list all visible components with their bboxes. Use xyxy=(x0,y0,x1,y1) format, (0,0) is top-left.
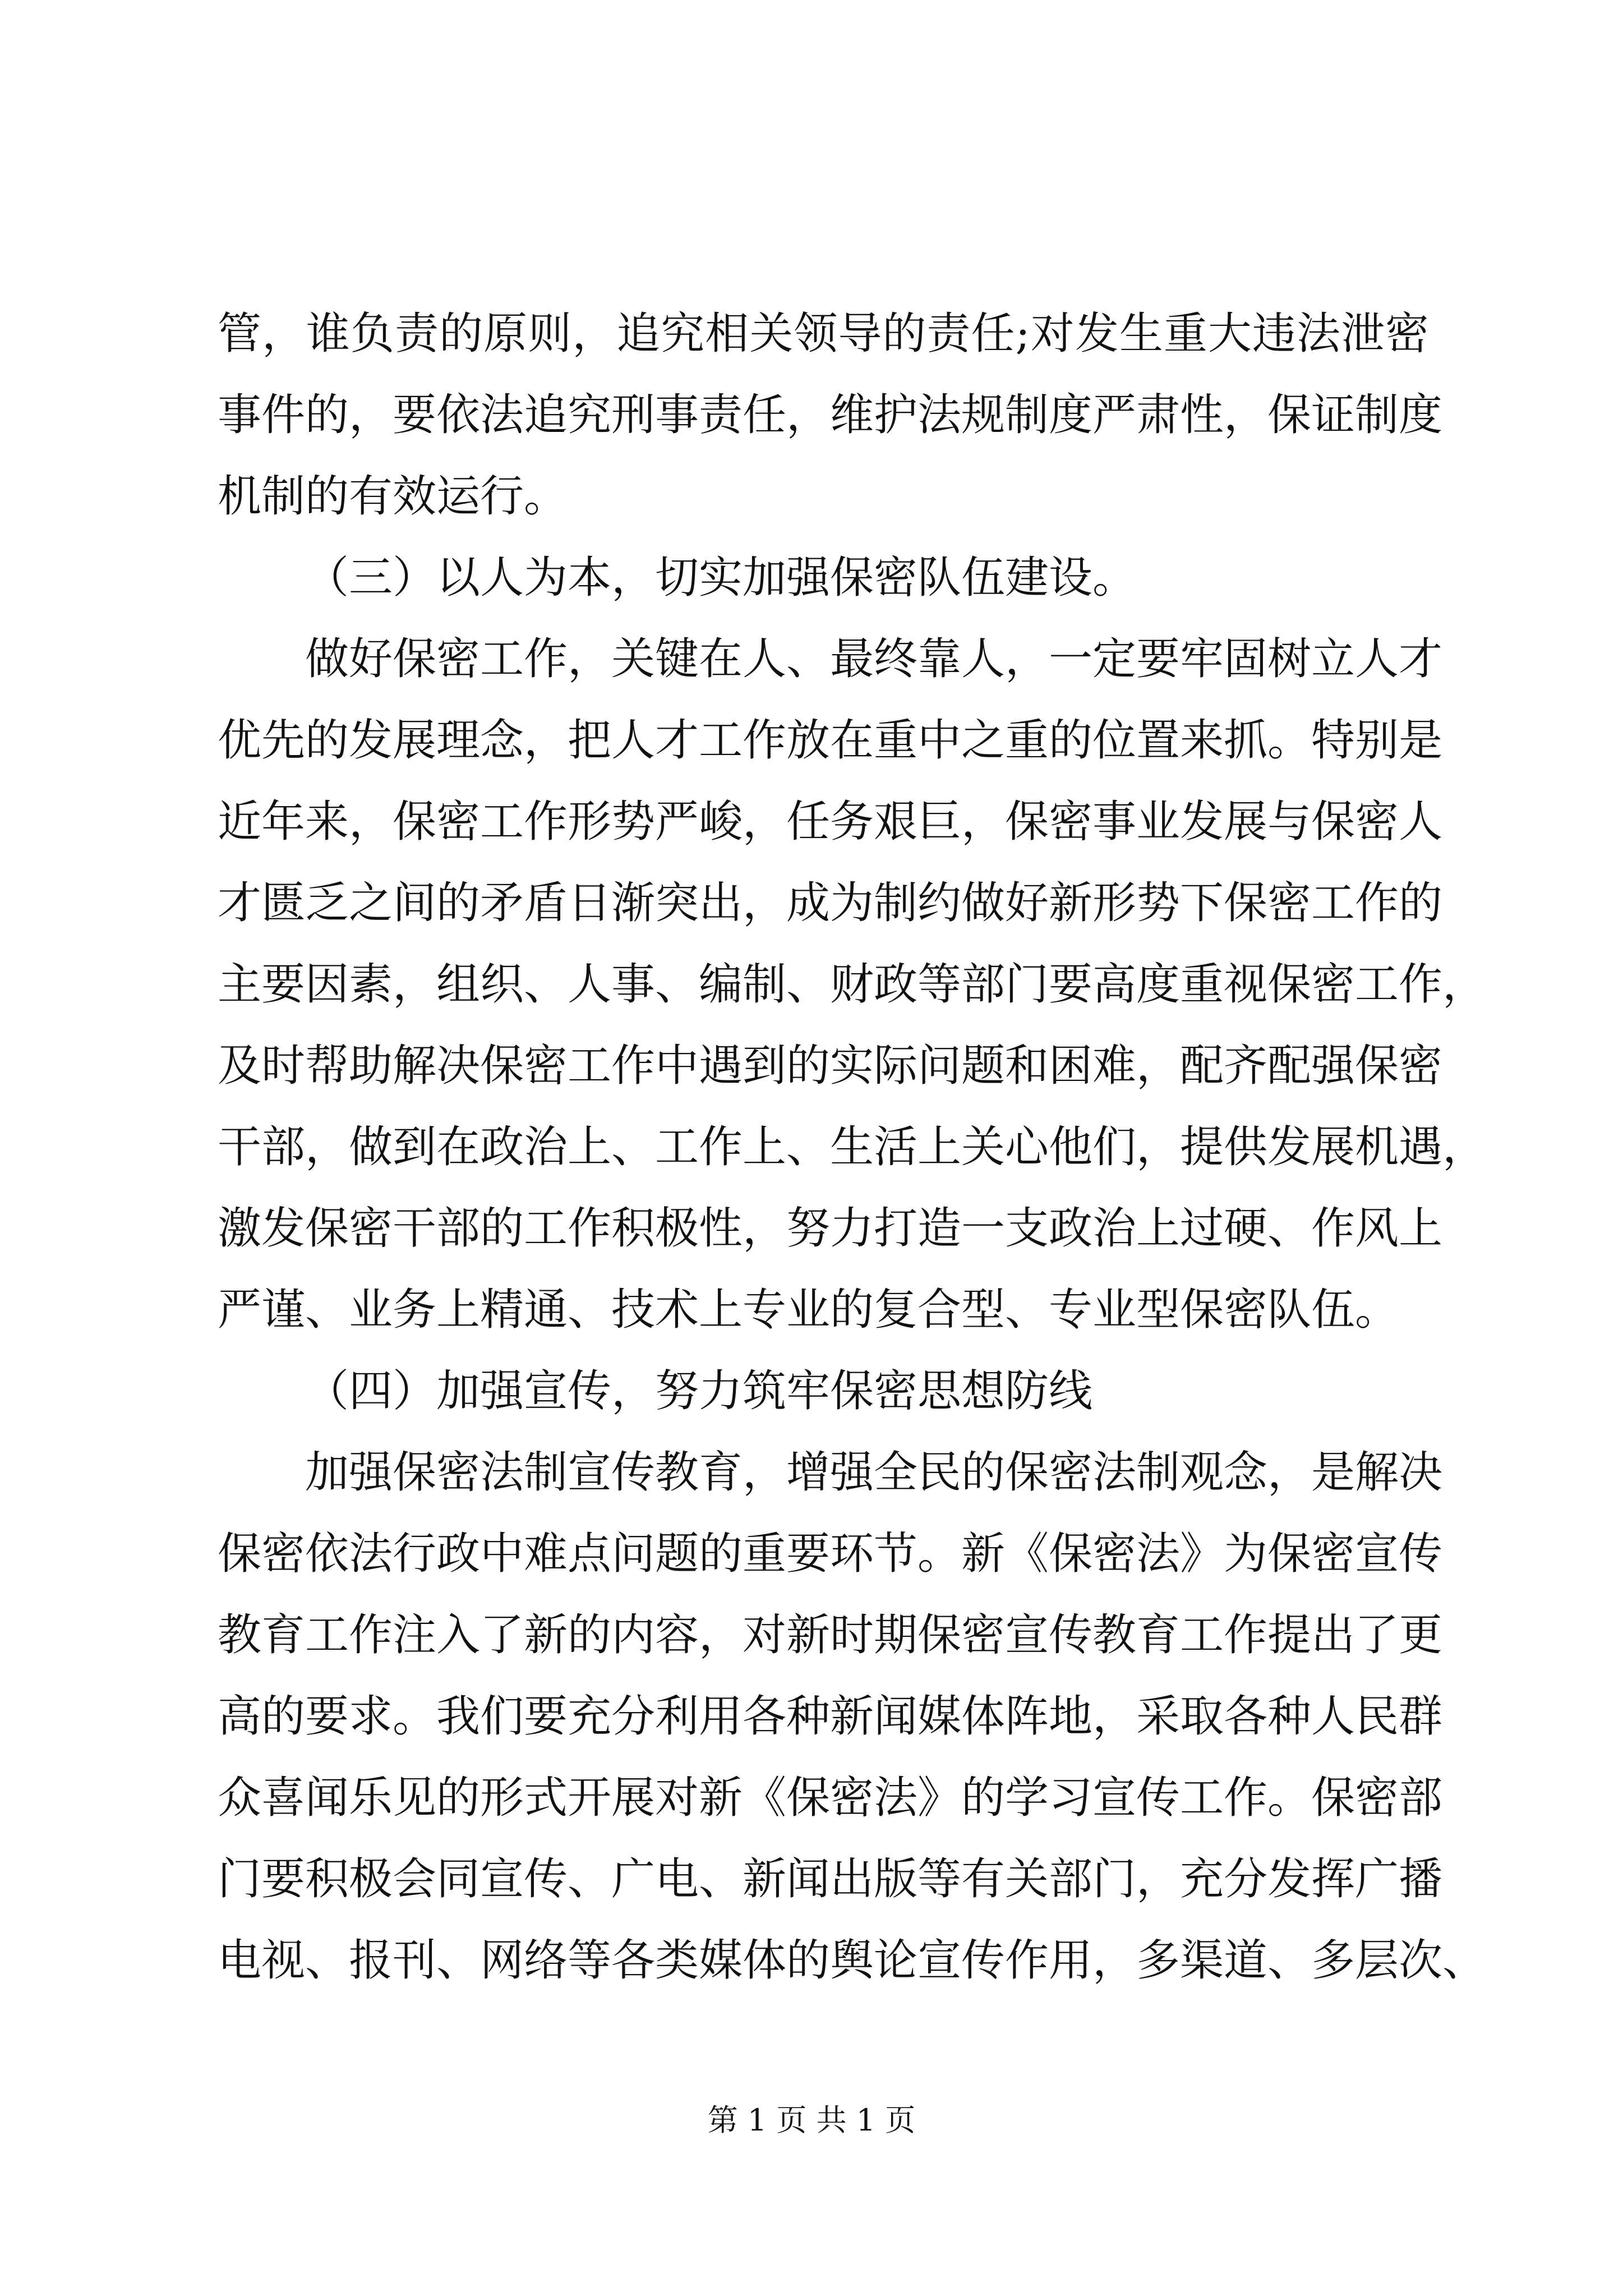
page-number-footer: 第 1 页 共 1 页 xyxy=(707,2102,916,2138)
text-line: 高的要求。我们要充分利用各种新闻媒体阵地，采取各种人民群 xyxy=(218,1691,1443,1742)
text-line: 做好保密工作，关键在人、最终靠人，一定要牢固树立人才 xyxy=(305,634,1443,684)
text-line: 干部，做到在政治上、工作上、生活上关心他们，提供发展机遇， xyxy=(218,1122,1487,1172)
text-line: 近年来，保密工作形势严峻，任务艰巨，保密事业发展与保密人 xyxy=(218,797,1443,847)
text-line: 管，谁负责的原则，追究相关领导的责任;对发生重大违法泄密 xyxy=(218,309,1429,359)
text-line: 众喜闻乐见的形式开展对新《保密法》的学习宣传工作。保密部 xyxy=(218,1773,1443,1823)
text-line: 门要积极会同宣传、广电、新闻出版等有关部门，充分发挥广播 xyxy=(218,1854,1443,1904)
text-line: 主要因素，组织、人事、编制、财政等部门要高度重视保密工作， xyxy=(218,959,1487,1010)
text-line: 严谨、业务上精通、技术上专业的复合型、专业型保密队伍。 xyxy=(218,1285,1399,1335)
text-line: 优先的发展理念，把人才工作放在重中之重的位置来抓。特别是 xyxy=(218,715,1443,766)
text-line: 激发保密干部的工作积极性，努力打造一支政治上过硬、作风上 xyxy=(218,1203,1443,1254)
document-body xyxy=(218,293,1487,2001)
text-line: 及时帮助解决保密工作中遇到的实际问题和困难，配齐配强保密 xyxy=(218,1041,1443,1091)
text-line: 才匮乏之间的矛盾日渐突出，成为制约做好新形势下保密工作的 xyxy=(218,878,1443,928)
text-line: 加强保密法制宣传教育，增强全民的保密法制观念，是解决 xyxy=(305,1447,1443,1498)
section-heading: （三）以人为本，切实加强保密队伍建设。 xyxy=(305,553,1137,603)
text-line: 教育工作注入了新的内容，对新时期保密宣传教育工作提出了更 xyxy=(218,1610,1443,1660)
text-line: 机制的有效运行。 xyxy=(218,471,568,522)
section-heading: （四）加强宣传，努力筑牢保密思想防线 xyxy=(305,1366,1093,1416)
text-line: 电视、报刊、网络等各类媒体的舆论宣传作用，多渠道、多层次、 xyxy=(218,1935,1487,1986)
text-line: 保密依法行政中难点问题的重要环节。新《保密法》为保密宣传 xyxy=(218,1529,1443,1579)
text-line: 事件的，要依法追究刑事责任，维护法规制度严肃性，保证制度 xyxy=(218,390,1443,440)
